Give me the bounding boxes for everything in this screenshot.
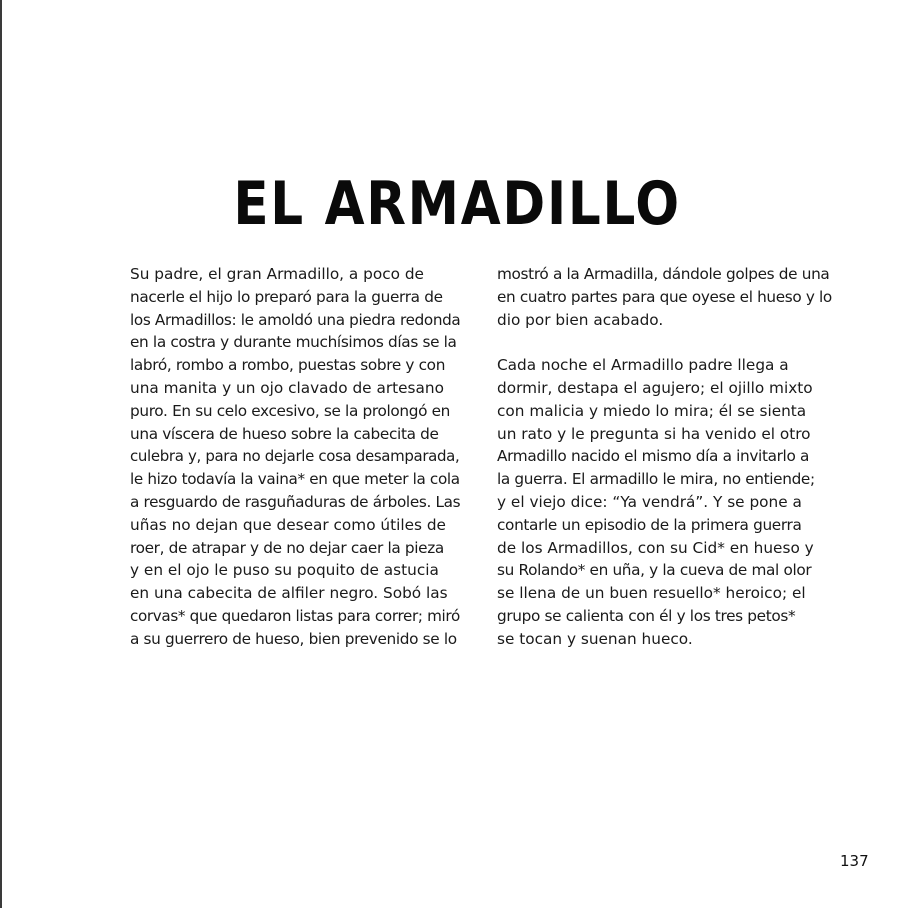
text-line: se llena de un buen resuello* heroico; el [497, 584, 806, 603]
text-line: Cada noche el Armadillo padre llega a [497, 356, 789, 375]
text-line: roer, de atrapar y de no dejar caer la pieza [130, 538, 444, 557]
text-line: a resguardo de rasguñaduras de árboles. Las [130, 492, 461, 511]
page-number: 137 [840, 852, 869, 870]
text-line: en una cabecita de alfiler negro. Sobó las [130, 584, 448, 603]
text-line: de los Armadillos, con su Cid* en hueso y [497, 538, 814, 557]
text-line: Armadillo nacido el mismo día a invitarlo a [497, 447, 810, 466]
text-line: contarle un episodio de la primera guerra [497, 515, 802, 534]
text-line: con malicia y miedo lo mira; él se sienta [497, 401, 807, 420]
text-line: se tocan y suenan hueco. [497, 629, 693, 648]
text-line: un rato y le pregunta si ha venido el otro [497, 424, 811, 443]
paragraph-gap [497, 331, 832, 354]
text-line: dio por bien acabado. [497, 310, 664, 329]
text-line: una víscera de hueso sobre la cabecita de [130, 424, 439, 443]
text-line: los Armadillos: le amoldó una piedra redonda [130, 310, 461, 329]
text-line: y en el ojo le puso su poquito de astucia [130, 561, 439, 580]
text-line: corvas* que quedaron listas para correr; miró [130, 606, 460, 625]
text-line: Su padre, el gran Armadillo, a poco de [130, 265, 424, 283]
text-line: culebra y, para no dejarle cosa desamparada, [130, 447, 460, 466]
text-line: a su guerrero de hueso, bien prevenido se lo [130, 629, 457, 648]
text-line: le hizo todavía la vaina* en que meter la cola [130, 470, 460, 489]
text-line: la guerra. El armadillo le mira, no entiende; [497, 470, 815, 489]
text-column-right [497, 263, 832, 651]
text-line: dormir, destapa el agujero; el ojillo mixto [497, 378, 813, 397]
text-line: labró, rombo a rombo, puestas sobre y con [130, 356, 446, 375]
text-line: grupo se calienta con él y los tres petos* [497, 606, 796, 625]
text-line: y el viejo dice: “Ya vendrá”. Y se pone a [497, 492, 802, 511]
page-title: EL ARMADILLO [233, 169, 681, 239]
page-edge [0, 0, 2, 908]
text-line: puro. En su celo excesivo, se la prolongó en [130, 401, 451, 420]
text-line: su Rolando* en uña, y la cueva de mal olor [497, 561, 812, 580]
text-column-left [130, 263, 460, 651]
text-line: en cuatro partes para que oyese el hueso y lo [497, 287, 832, 306]
text-line: mostró a la Armadilla, dándole golpes de una [497, 265, 830, 283]
text-line: en la costra y durante muchísimos días se la [130, 333, 457, 352]
text-line: nacerle el hijo lo preparó para la guerra de [130, 287, 443, 306]
text-line: uñas no dejan que desear como útiles de [130, 515, 446, 534]
text-line: una manita y un ojo clavado de artesano [130, 378, 444, 397]
